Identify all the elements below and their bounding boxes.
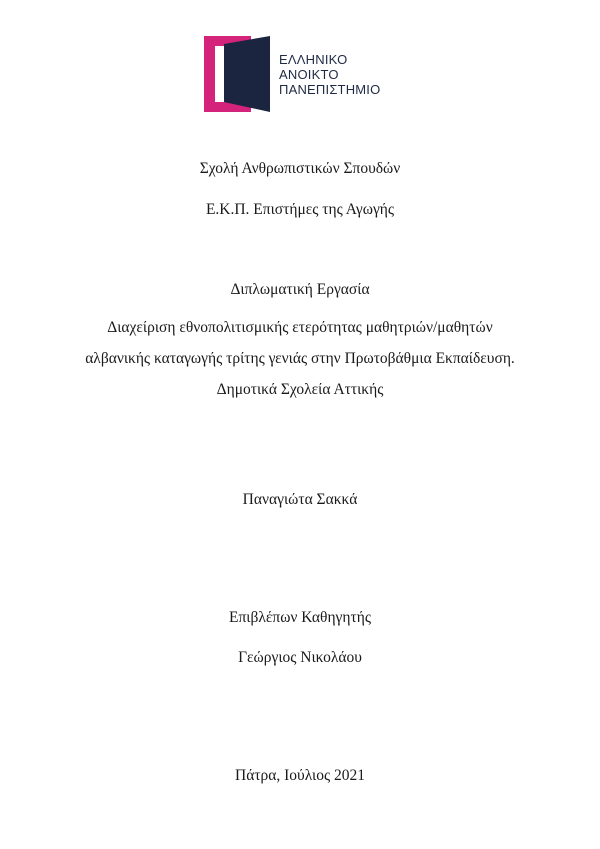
school-name: Σχολή Ανθρωπιστικών Σπουδών	[199, 160, 401, 177]
logo-line-1: ΕΛΛΗΝΙΚΟ	[279, 52, 348, 67]
supervisor-label: Επιβλέπων Καθηγητής	[229, 609, 371, 626]
logo-wordmark	[279, 52, 380, 97]
place-date: Πάτρα, Ιούλιος 2021	[235, 767, 365, 784]
supervisor-name: Γεώργιος Νικολάου	[238, 649, 362, 666]
thesis-title-line-1: Διαχείριση εθνοπολιτισμικής ετερότητας μαθητριών/μαθητών	[107, 319, 493, 336]
document-type: Διπλωματική Εργασία	[230, 281, 370, 298]
logo-line-2: ΑΝΟΙΚΤΟ	[279, 67, 339, 82]
logo-line-3: ΠΑΝΕΠΙΣΤΗΜΙΟ	[279, 82, 381, 97]
university-logo	[204, 36, 404, 112]
logo-emblem-icon	[204, 36, 274, 112]
thesis-title-line-3: Δημοτικά Σχολεία Αττικής	[216, 381, 384, 398]
thesis-title-line-2: αλβανικής καταγωγής τρίτης γενιάς στην Πρωτοβάθμια Εκπαίδευση.	[85, 350, 515, 367]
author-name: Παναγιώτα Σακκά	[242, 491, 358, 508]
program-name: Ε.Κ.Π. Επιστήμες της Αγωγής	[205, 201, 395, 218]
